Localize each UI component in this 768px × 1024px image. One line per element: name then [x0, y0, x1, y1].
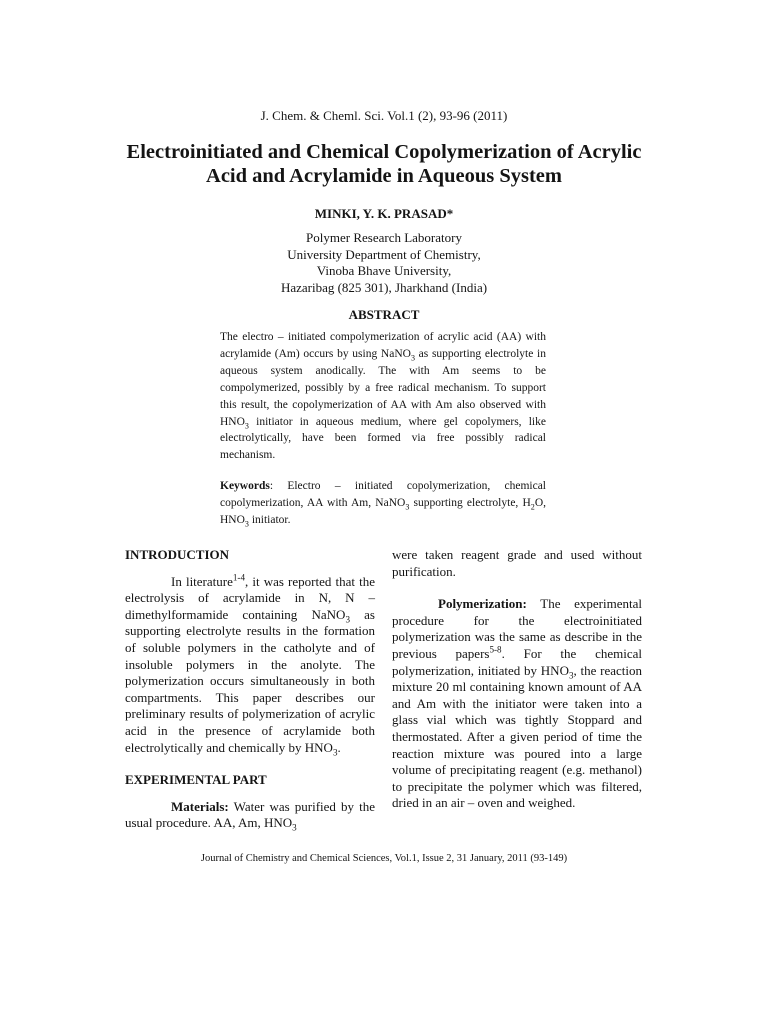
affiliation: [0, 230, 768, 296]
polymerization-paragraph: [392, 596, 642, 812]
materials-continuation: were taken reagent grade and used without purification.: [392, 547, 642, 579]
subscript: 3: [292, 822, 297, 833]
affiliation-line: Hazaribag (825 301), Jharkhand (India): [280, 279, 488, 295]
title-line-1: Electroinitiated and Chemical Copolymerization of Acrylic: [126, 141, 642, 163]
affiliation-line: Polymer Research Laboratory: [306, 230, 462, 245]
keywords-text: : Electro – initiated copolymerization, chemical copolymerization, AA with Am, NaNO: [220, 480, 546, 510]
polymerization-text: , the reaction mixture 20 ml containing known amount of AA and Am with the initiator were taken into a glass vial which was tightly Stoppard and thermostated. After a given period of time the reaction mixture was poured into a large volume of precipitating reagent (e.g. methanol) to precipitate the polymer which was filtered, dried in an air – oven and weighed.: [392, 662, 642, 811]
experimental-heading: EXPERIMENTAL PART: [125, 772, 267, 788]
polymerization-label: Polymerization:: [438, 596, 527, 612]
title-line-2: Acid and Acrylamide in Aqueous System: [206, 165, 562, 187]
subscript: 3: [568, 670, 574, 681]
affiliation-line: Vinoba Bhave University,: [316, 263, 452, 278]
abstract-block: [220, 329, 546, 529]
reference-superscript: 5-8: [489, 644, 502, 655]
journal-header: J. Chem. & Cheml. Sci. Vol.1 (2), 93-96 (2011): [260, 108, 508, 123]
abstract-text: [220, 329, 546, 464]
abstract-heading: ABSTRACT: [348, 307, 420, 322]
materials-paragraph: [125, 799, 375, 832]
keywords-label: Keywords: [220, 480, 270, 493]
introduction-text: .: [337, 739, 341, 755]
left-column: [125, 547, 375, 832]
subscript: 3: [345, 614, 350, 625]
keywords-text: supporting electrolyte, H: [409, 497, 531, 510]
abstract-text-part: initiator in aqueous medium, where gel copolymers, like electrolytically, have been formed via free possibly radical mechanism.: [220, 415, 546, 462]
reference-superscript: 1-4: [232, 572, 245, 583]
materials-text: Water was purified by the usual procedure. AA, Am, HNO: [125, 798, 375, 831]
introduction-paragraph: [125, 574, 375, 757]
subscript: 3: [244, 420, 249, 430]
introduction-heading: INTRODUCTION: [125, 547, 230, 562]
introduction-text: as supporting electrolyte results in the formation of soluble polymers in the catholyte and of insoluble polymers in the anolyte. The polymerization occurs simultaneously in both compartments. This paper describes our preliminary results of polymerization of acrylic acid in the presence of acrylamide both electrolytically and chemically by HNO: [125, 606, 375, 755]
subscript: 3: [332, 747, 338, 758]
subscript: 3: [410, 353, 415, 363]
introduction-text: In literature: [171, 573, 233, 589]
keywords-text: O, HNO: [220, 497, 546, 527]
subscript: 2: [530, 502, 535, 512]
materials-label: Materials:: [171, 798, 229, 814]
keywords: [220, 478, 546, 529]
subscript: 3: [405, 502, 410, 512]
abstract-text-part: as supporting electrolyte in aqueous system anodically. The with Am seems to be compolymerized, possibly by a free radical mechanism. To support this result, the copolymerization of AA with Am also observed with HNO: [220, 347, 547, 428]
keywords-text: initiator.: [248, 514, 291, 527]
page-footer: Journal of Chemistry and Chemical Sciences, Vol.1, Issue 2, 31 January, 2011 (93-149): [200, 853, 568, 864]
introduction-text: , it was reported that the electrolysis of acrylamide in N, N – dimethylformamide containing NaNO: [125, 573, 375, 622]
affiliation-line: University Department of Chemistry,: [287, 246, 481, 262]
polymerization-text: . For the chemical polymerization, initiated by HNO: [392, 645, 642, 678]
right-column: [392, 547, 642, 812]
subscript: 3: [244, 519, 249, 529]
abstract-text-part: The electro – initiated compolymerization of acrylic acid (AA) with acrylamide (Am) occurs by using NaNO: [220, 331, 546, 360]
polymerization-text: The experimental procedure for the electroinitiated polymerization was the same as describe in the previous papers: [392, 596, 642, 661]
paper-title: [0, 140, 768, 188]
authors: MINKI, Y. K. PRASAD*: [314, 206, 454, 221]
